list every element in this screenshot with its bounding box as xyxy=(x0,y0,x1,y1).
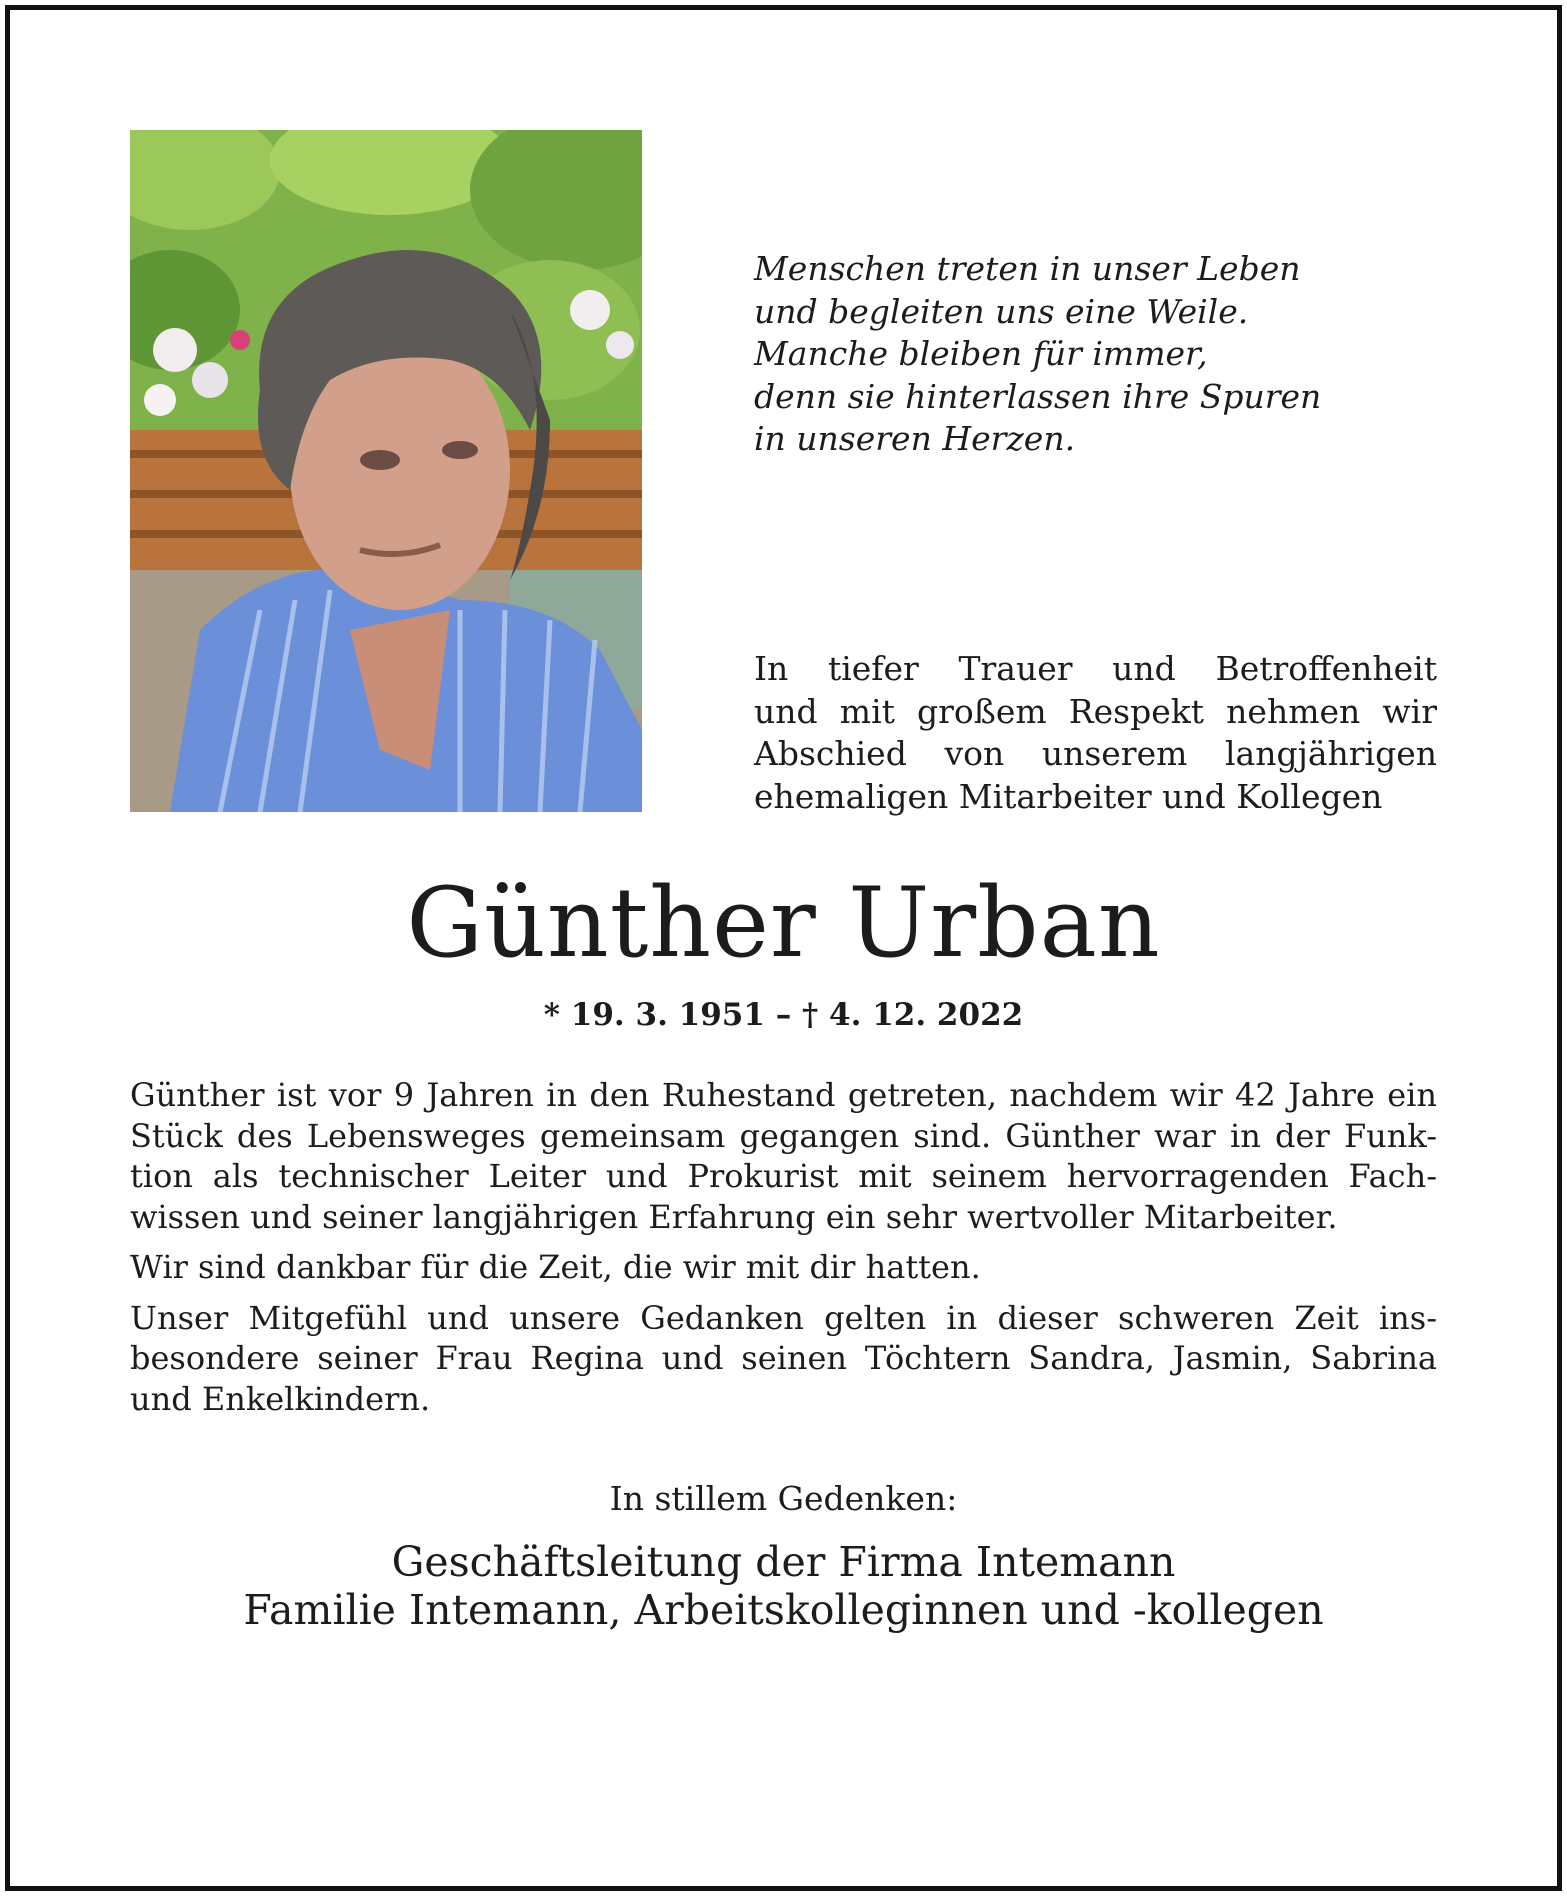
signers xyxy=(0,1538,1567,1634)
poem-line: Menschen treten in unser Leben xyxy=(754,249,1301,288)
body-line: Wir sind dankbar für die Zeit, die wir mit dir hatten. xyxy=(130,1248,981,1286)
intro-text xyxy=(754,648,1437,818)
body-line: Stück des Lebensweges gemeinsam gegangen sind. Günther war in der Funk- xyxy=(130,1116,1437,1155)
death-date: † 4. 12. 2022 xyxy=(802,997,1024,1033)
paragraph-gratitude xyxy=(130,1247,1437,1288)
portrait-photo xyxy=(130,130,642,812)
obituary-body xyxy=(130,1075,1437,1429)
date-separator: – xyxy=(764,997,803,1033)
poem-line: in unseren Herzen. xyxy=(754,419,1076,458)
poem xyxy=(754,248,1322,461)
body-line: tion als technischer Leiter und Prokurist mit seinem hervorragenden Fach- xyxy=(130,1157,1437,1195)
body-line: wissen und seiner langjährigen Erfahrung ein sehr wertvoller Mitarbeiter. xyxy=(130,1197,1338,1236)
intro-line: und mit großem Respekt nehmen wir xyxy=(754,691,1437,731)
deceased-name: Günther Urban xyxy=(406,867,1161,979)
poem-line: denn sie hinterlassen ihre Spuren xyxy=(754,376,1322,416)
poem-line: Manche bleiben für immer, xyxy=(754,334,1208,373)
intro-line: In tiefer Trauer und Betroffenheit xyxy=(754,649,1437,688)
life-dates xyxy=(0,995,1567,1035)
intro-line: ehemaligen Mitarbeiter und Kollegen xyxy=(754,776,1383,816)
signer-company: Geschäftsleitung der Firma Intemann xyxy=(391,1538,1176,1586)
body-line: Günther ist vor 9 Jahren in den Ruhestand getreten, nachdem wir 42 Jahre ein xyxy=(130,1076,1437,1114)
body-line: und Enkelkindern. xyxy=(130,1379,431,1418)
body-line: besondere seiner Frau Regina und seinen Töchtern Sandra, Jasmin, Sabrina xyxy=(130,1339,1437,1377)
intro-line: Abschied von unserem langjährigen xyxy=(754,734,1437,773)
paragraph-tribute xyxy=(130,1075,1437,1237)
portrait-photo-icon xyxy=(130,130,642,812)
body-line: Unser Mitgefühl und unsere Gedanken gelten in dieser schweren Zeit ins- xyxy=(130,1298,1437,1337)
birth-date: * 19. 3. 1951 xyxy=(543,997,765,1033)
in-memory-heading: In stillem Gedenken: xyxy=(609,1479,958,1518)
paragraph-condolences xyxy=(130,1298,1437,1420)
poem-line: und begleiten uns eine Weile. xyxy=(754,291,1249,331)
signer-family-colleagues: Familie Intemann, Arbeitskolleginnen und -kollegen xyxy=(243,1586,1324,1634)
